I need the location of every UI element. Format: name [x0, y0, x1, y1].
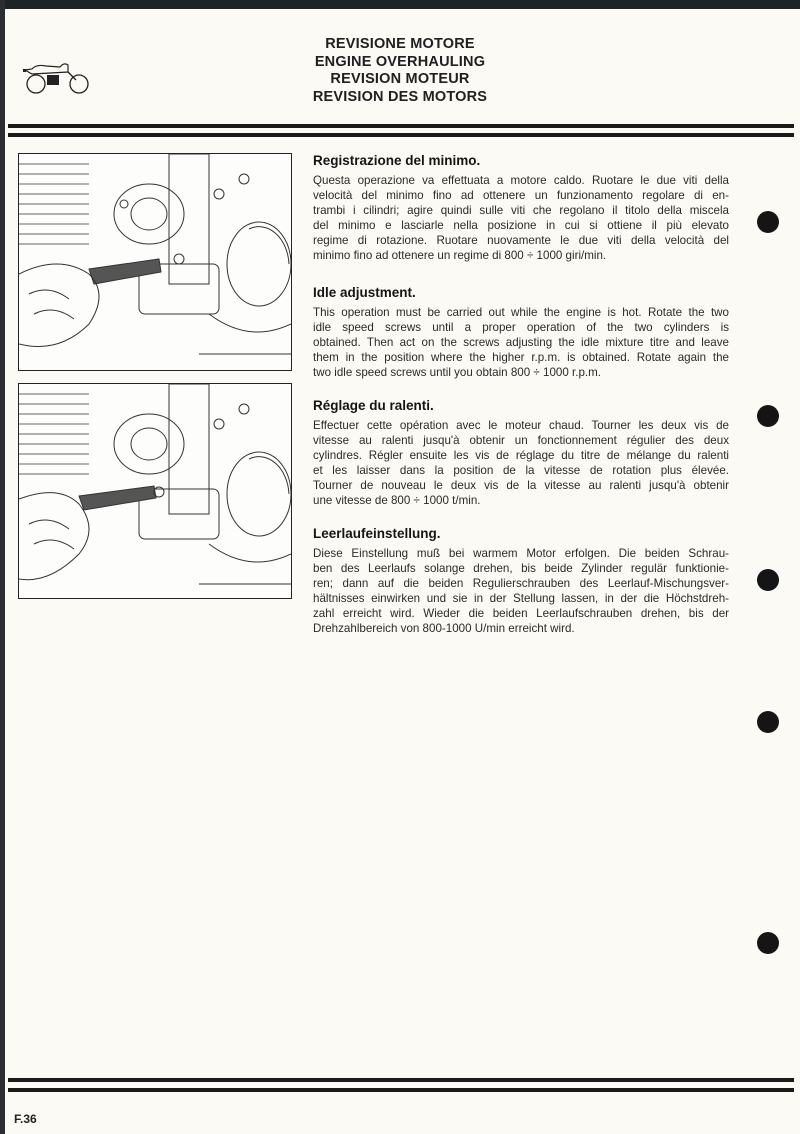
paragraph-line: et les laisser dans la position de la vitesse de rotation plus élevée.: [313, 464, 729, 477]
section-heading: Réglage du ralenti.: [313, 398, 434, 413]
section-french: [313, 398, 729, 508]
paragraph-line: This operation must be carried out while the engine is hot. Rotate the two: [313, 306, 729, 319]
page-header: [230, 36, 570, 106]
paragraph-line: Tourner de nouveau le deux vis de la vitesse au ralenti jusqu'à obtenir: [313, 479, 729, 492]
scan-top-edge: [0, 0, 800, 9]
binder-hole: [757, 932, 779, 954]
paragraph-line: regime di rotazione. Ruotare nuovamente le due viti della velocità del: [313, 234, 729, 247]
header-title-en: ENGINE OVERHAULING: [314, 53, 486, 70]
paragraph-line: ben des Leerlaufs solange drehen, bis beide Zylinder regulär funktionie-: [313, 562, 729, 575]
paragraph-line: zahl erreicht wird. Wieder die beiden Leerlaufschrauben drehen, bis der: [313, 607, 729, 620]
paragraph-line: vitesse au ralenti jusqu'à obtenir un fonctionnement régulier des deux: [313, 434, 729, 447]
footer-rule-bottom: [8, 1088, 794, 1092]
paragraph-line: idle speed screws until a proper operation of the two cylinders is: [313, 321, 729, 334]
section-italian: [313, 153, 729, 263]
illustration-carburetor-1: [18, 153, 292, 371]
paragraph-line: Diese Einstellung muß bei warmem Motor erfolgen. Die beiden Schrau-: [313, 547, 729, 560]
paragraph-line: hältnisses einwirken und sie in der Stellung lassen, in der die Höchstdreh-: [313, 592, 729, 605]
header-rule-top: [8, 124, 794, 128]
page-number: F.36: [14, 1112, 37, 1126]
paragraph-line: them in the position where the higher r.p.m. is obtained. Rotate again the: [313, 351, 729, 364]
binder-hole: [757, 211, 779, 233]
paragraph-line: une vitesse de 800 ÷ 1000 t/min.: [313, 494, 481, 507]
binder-hole: [757, 569, 779, 591]
paragraph-line: obtained. Then act on the screws adjusting the idle mixture titre and leave: [313, 336, 729, 349]
paragraph-line: two idle speed screws until you obtain 800 ÷ 1000 r.p.m.: [313, 366, 601, 379]
section-german: [313, 526, 729, 636]
paragraph-line: Effectuer cette opération avec le moteur chaud. Tourner les deux vis de: [313, 419, 729, 432]
paragraph-line: cylindres. Régler ensuite les vis de réglage du titre de mélange du ralenti: [313, 449, 729, 462]
motorcycle-icon: [22, 60, 92, 100]
scan-left-edge: [0, 0, 5, 1134]
paragraph-line: del minimo e lasciarle nella posizione in cui si ottiene il più elevato: [313, 219, 729, 232]
binder-hole: [757, 405, 779, 427]
paragraph-line: minimo fino ad ottenere un regime di 800 ÷ 1000 giri/min.: [313, 249, 607, 262]
footer-rule-top: [8, 1078, 794, 1082]
paragraph-line: Drehzahlbereich von 800-1000 U/min erreicht wird.: [313, 622, 575, 635]
binder-hole: [757, 711, 779, 733]
header-rule-bottom: [8, 133, 794, 137]
section-english: [313, 285, 729, 380]
section-heading: Leerlaufeinstellung.: [313, 526, 441, 541]
paragraph-line: trambi i cilindri; agire quindi sulle viti che regolano il titolo della miscela: [313, 204, 729, 217]
header-title-fr: REVISION MOTEUR: [330, 71, 470, 87]
illustration-carburetor-2: [18, 383, 292, 599]
section-heading: Registrazione del minimo.: [313, 153, 481, 168]
section-heading: Idle adjustment.: [313, 285, 416, 300]
paragraph-line: Questa operazione va effettuata a motore caldo. Ruotare le due viti della: [313, 174, 729, 187]
paragraph-line: ren; dann auf die beiden Regulierschrauben des Leerlauf-Mischungsver-: [313, 577, 729, 590]
paragraph-line: velocità del minimo fino ad ottenere un funzionamento regolare di en-: [313, 189, 729, 202]
header-title-it: REVISIONE MOTORE: [325, 36, 475, 52]
header-title-de: REVISION DES MOTORS: [312, 88, 488, 105]
